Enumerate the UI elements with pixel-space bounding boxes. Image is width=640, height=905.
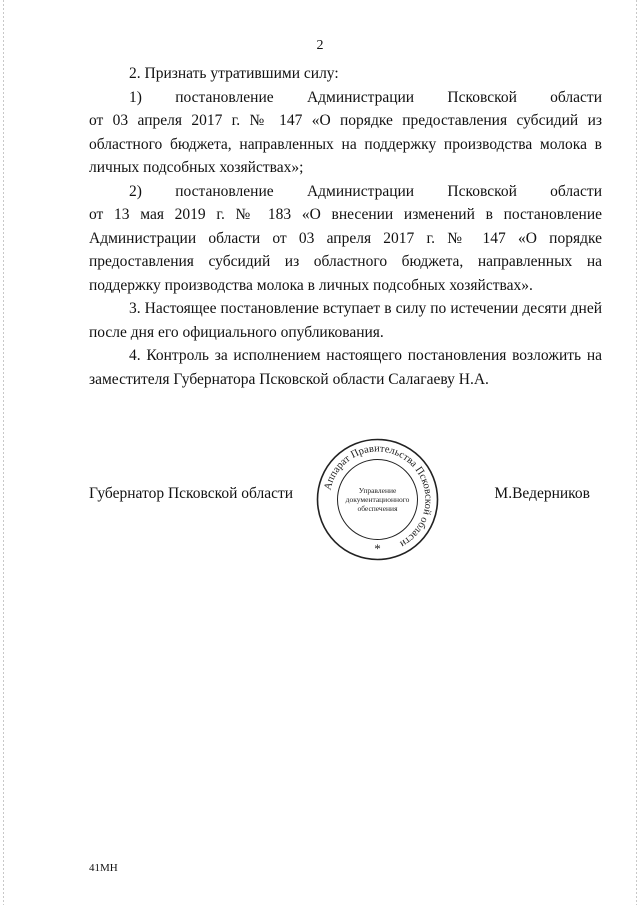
signatory-name: М.Ведерников bbox=[494, 485, 590, 502]
seal-center-line2: документационного bbox=[345, 495, 410, 504]
paragraph-4: 4. Контроль за исполнением настоящего постановления возложить на заместителя Губернатора Псковской области Салагаеву Н.А. bbox=[89, 347, 602, 388]
document-body bbox=[89, 62, 602, 391]
item-2-first-line: 2) постановление Администрации Псковской области bbox=[129, 182, 602, 200]
seal-center-line1: Управление bbox=[358, 486, 397, 495]
item-1-text: от 03 апреля 2017 г. № 147 «О порядке предоставления субсидий из областного бюджета, направленных на поддержку производства молока в личных подсобных хозяйствах»; bbox=[89, 112, 602, 176]
seal-center-line3: обеспечения bbox=[357, 504, 398, 513]
right-scan-edge bbox=[636, 0, 637, 905]
item-1-first-line: 1) постановление Администрации Псковской области bbox=[129, 88, 602, 106]
footer-code: 41МН bbox=[89, 862, 118, 874]
left-scan-edge bbox=[3, 0, 4, 905]
seal-star-icon: * bbox=[374, 541, 381, 556]
seal-ring-text: Аппарат Правительства Псковской области bbox=[322, 443, 434, 550]
item-2-text: от 13 мая 2019 г. № 183 «О внесении изменений в постановление Администрации области от 03 апреля 2017 г. № 147 «О порядке предоставления субсидий из областного бюджета, направленных на поддержку производства молока в личных подсобных хозяйствах». bbox=[89, 206, 602, 294]
paragraph-2-heading: 2. Признать утратившими силу: bbox=[129, 65, 339, 82]
signatory-position: Губернатор Псковской области bbox=[89, 485, 294, 502]
page-number: 2 bbox=[316, 38, 324, 53]
paragraph-3: 3. Настоящее постановление вступает в силу по истечении десяти дней после дня его официального опубликования. bbox=[89, 300, 602, 341]
official-seal bbox=[315, 437, 440, 562]
